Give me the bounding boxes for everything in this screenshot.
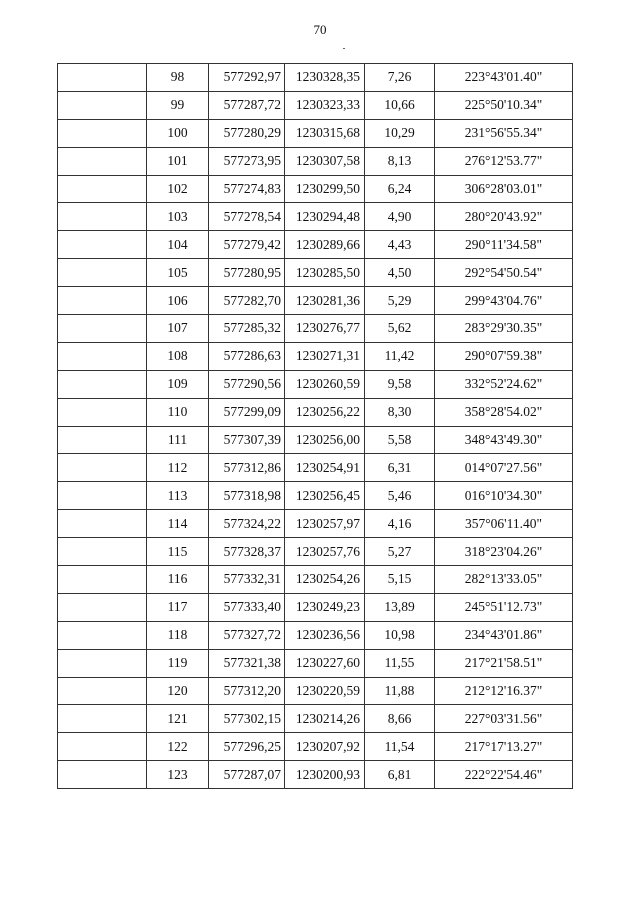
length-cell: 4,43 (365, 231, 435, 259)
point-number-cell: 100 (147, 119, 209, 147)
y-coordinate-cell: 1230323,33 (285, 91, 365, 119)
length-cell: 10,66 (365, 91, 435, 119)
angle-cell: 223°43'01.40" (435, 64, 573, 92)
y-coordinate-cell: 1230307,58 (285, 147, 365, 175)
empty-cell (58, 147, 147, 175)
point-number-cell: 108 (147, 342, 209, 370)
table-row (58, 175, 573, 203)
point-number-cell: 111 (147, 426, 209, 454)
y-coordinate-cell: 1230227,60 (285, 649, 365, 677)
length-cell: 6,81 (365, 761, 435, 789)
x-coordinate-cell: 577312,20 (209, 677, 285, 705)
length-cell: 8,66 (365, 705, 435, 733)
table-row (58, 231, 573, 259)
x-coordinate-cell: 577324,22 (209, 510, 285, 538)
y-coordinate-cell: 1230276,77 (285, 315, 365, 343)
x-coordinate-cell: 577299,09 (209, 398, 285, 426)
y-coordinate-cell: 1230257,76 (285, 538, 365, 566)
x-coordinate-cell: 577286,63 (209, 342, 285, 370)
empty-cell (58, 538, 147, 566)
x-coordinate-cell: 577285,32 (209, 315, 285, 343)
angle-cell: 222°22'54.46" (435, 761, 573, 789)
point-number-cell: 102 (147, 175, 209, 203)
point-number-cell: 115 (147, 538, 209, 566)
coordinates-table-body (58, 64, 573, 789)
empty-cell (58, 231, 147, 259)
x-coordinate-cell: 577312,86 (209, 454, 285, 482)
point-number-cell: 119 (147, 649, 209, 677)
point-number-cell: 98 (147, 64, 209, 92)
point-number-cell: 112 (147, 454, 209, 482)
y-coordinate-cell: 1230249,23 (285, 593, 365, 621)
empty-cell (58, 64, 147, 92)
empty-cell (58, 91, 147, 119)
angle-cell: 245°51'12.73" (435, 593, 573, 621)
angle-cell: 306°28'03.01" (435, 175, 573, 203)
x-coordinate-cell: 577327,72 (209, 621, 285, 649)
point-number-cell: 116 (147, 566, 209, 594)
y-coordinate-cell: 1230220,59 (285, 677, 365, 705)
length-cell: 11,54 (365, 733, 435, 761)
y-coordinate-cell: 1230260,59 (285, 370, 365, 398)
y-coordinate-cell: 1230256,22 (285, 398, 365, 426)
length-cell: 6,31 (365, 454, 435, 482)
point-number-cell: 109 (147, 370, 209, 398)
length-cell: 11,88 (365, 677, 435, 705)
empty-cell (58, 733, 147, 761)
empty-cell (58, 119, 147, 147)
length-cell: 4,90 (365, 203, 435, 231)
empty-cell (58, 287, 147, 315)
angle-cell: 332°52'24.62" (435, 370, 573, 398)
angle-cell: 276°12'53.77" (435, 147, 573, 175)
point-number-cell: 105 (147, 259, 209, 287)
angle-cell: 225°50'10.34" (435, 91, 573, 119)
empty-cell (58, 510, 147, 538)
table-row (58, 482, 573, 510)
y-coordinate-cell: 1230256,45 (285, 482, 365, 510)
angle-cell: 280°20'43.92" (435, 203, 573, 231)
length-cell: 8,13 (365, 147, 435, 175)
empty-cell (58, 482, 147, 510)
x-coordinate-cell: 577280,29 (209, 119, 285, 147)
length-cell: 10,98 (365, 621, 435, 649)
table-row (58, 342, 573, 370)
angle-cell: 292°54'50.54" (435, 259, 573, 287)
x-coordinate-cell: 577282,70 (209, 287, 285, 315)
angle-cell: 231°56'55.34" (435, 119, 573, 147)
point-number-cell: 117 (147, 593, 209, 621)
y-coordinate-cell: 1230214,26 (285, 705, 365, 733)
point-number-cell: 114 (147, 510, 209, 538)
length-cell: 5,46 (365, 482, 435, 510)
table-row (58, 538, 573, 566)
table-row (58, 621, 573, 649)
length-cell: 5,15 (365, 566, 435, 594)
empty-cell (58, 342, 147, 370)
length-cell: 6,24 (365, 175, 435, 203)
y-coordinate-cell: 1230315,68 (285, 119, 365, 147)
y-coordinate-cell: 1230256,00 (285, 426, 365, 454)
point-number-cell: 120 (147, 677, 209, 705)
empty-cell (58, 426, 147, 454)
empty-cell (58, 175, 147, 203)
angle-cell: 217°17'13.27" (435, 733, 573, 761)
length-cell: 5,27 (365, 538, 435, 566)
y-coordinate-cell: 1230285,50 (285, 259, 365, 287)
x-coordinate-cell: 577307,39 (209, 426, 285, 454)
y-coordinate-cell: 1230254,91 (285, 454, 365, 482)
empty-cell (58, 315, 147, 343)
angle-cell: 283°29'30.35" (435, 315, 573, 343)
empty-cell (58, 370, 147, 398)
scan-speck (343, 48, 345, 49)
table-row (58, 370, 573, 398)
length-cell: 5,58 (365, 426, 435, 454)
angle-cell: 357°06'11.40" (435, 510, 573, 538)
y-coordinate-cell: 1230200,93 (285, 761, 365, 789)
length-cell: 11,42 (365, 342, 435, 370)
x-coordinate-cell: 577318,98 (209, 482, 285, 510)
empty-cell (58, 566, 147, 594)
point-number-cell: 104 (147, 231, 209, 259)
angle-cell: 227°03'31.56" (435, 705, 573, 733)
table-row (58, 510, 573, 538)
point-number-cell: 122 (147, 733, 209, 761)
x-coordinate-cell: 577328,37 (209, 538, 285, 566)
y-coordinate-cell: 1230294,48 (285, 203, 365, 231)
angle-cell: 217°21'58.51" (435, 649, 573, 677)
y-coordinate-cell: 1230207,92 (285, 733, 365, 761)
point-number-cell: 106 (147, 287, 209, 315)
empty-cell (58, 259, 147, 287)
angle-cell: 290°11'34.58" (435, 231, 573, 259)
x-coordinate-cell: 577279,42 (209, 231, 285, 259)
length-cell: 10,29 (365, 119, 435, 147)
y-coordinate-cell: 1230271,31 (285, 342, 365, 370)
length-cell: 11,55 (365, 649, 435, 677)
point-number-cell: 107 (147, 315, 209, 343)
x-coordinate-cell: 577280,95 (209, 259, 285, 287)
x-coordinate-cell: 577290,56 (209, 370, 285, 398)
y-coordinate-cell: 1230328,35 (285, 64, 365, 92)
table-row (58, 649, 573, 677)
empty-cell (58, 621, 147, 649)
table-row (58, 398, 573, 426)
length-cell: 8,30 (365, 398, 435, 426)
angle-cell: 016°10'34.30" (435, 482, 573, 510)
table-row (58, 426, 573, 454)
empty-cell (58, 649, 147, 677)
point-number-cell: 113 (147, 482, 209, 510)
table-row (58, 147, 573, 175)
angle-cell: 358°28'54.02" (435, 398, 573, 426)
table-row (58, 566, 573, 594)
y-coordinate-cell: 1230299,50 (285, 175, 365, 203)
x-coordinate-cell: 577296,25 (209, 733, 285, 761)
x-coordinate-cell: 577321,38 (209, 649, 285, 677)
x-coordinate-cell: 577278,54 (209, 203, 285, 231)
point-number-cell: 110 (147, 398, 209, 426)
table-row (58, 119, 573, 147)
table-row (58, 733, 573, 761)
x-coordinate-cell: 577274,83 (209, 175, 285, 203)
x-coordinate-cell: 577287,72 (209, 91, 285, 119)
point-number-cell: 123 (147, 761, 209, 789)
length-cell: 5,29 (365, 287, 435, 315)
x-coordinate-cell: 577273,95 (209, 147, 285, 175)
x-coordinate-cell: 577287,07 (209, 761, 285, 789)
angle-cell: 290°07'59.38" (435, 342, 573, 370)
table-row (58, 677, 573, 705)
table-row (58, 761, 573, 789)
angle-cell: 234°43'01.86" (435, 621, 573, 649)
point-number-cell: 121 (147, 705, 209, 733)
length-cell: 5,62 (365, 315, 435, 343)
length-cell: 13,89 (365, 593, 435, 621)
table-row (58, 593, 573, 621)
empty-cell (58, 593, 147, 621)
empty-cell (58, 705, 147, 733)
coordinates-table (57, 63, 573, 789)
y-coordinate-cell: 1230254,26 (285, 566, 365, 594)
angle-cell: 318°23'04.26" (435, 538, 573, 566)
point-number-cell: 101 (147, 147, 209, 175)
length-cell: 7,26 (365, 64, 435, 92)
table-row (58, 259, 573, 287)
empty-cell (58, 398, 147, 426)
angle-cell: 014°07'27.56" (435, 454, 573, 482)
table-row (58, 705, 573, 733)
y-coordinate-cell: 1230236,56 (285, 621, 365, 649)
empty-cell (58, 677, 147, 705)
y-coordinate-cell: 1230281,36 (285, 287, 365, 315)
empty-cell (58, 454, 147, 482)
angle-cell: 212°12'16.37" (435, 677, 573, 705)
table-row (58, 91, 573, 119)
angle-cell: 299°43'04.76" (435, 287, 573, 315)
point-number-cell: 103 (147, 203, 209, 231)
page-number: 70 (313, 22, 327, 37)
x-coordinate-cell: 577333,40 (209, 593, 285, 621)
x-coordinate-cell: 577292,97 (209, 64, 285, 92)
length-cell: 4,16 (365, 510, 435, 538)
table-row (58, 287, 573, 315)
point-number-cell: 118 (147, 621, 209, 649)
x-coordinate-cell: 577302,15 (209, 705, 285, 733)
table-row (58, 454, 573, 482)
table-row (58, 315, 573, 343)
point-number-cell: 99 (147, 91, 209, 119)
angle-cell: 282°13'33.05" (435, 566, 573, 594)
y-coordinate-cell: 1230289,66 (285, 231, 365, 259)
table-row (58, 203, 573, 231)
x-coordinate-cell: 577332,31 (209, 566, 285, 594)
empty-cell (58, 203, 147, 231)
length-cell: 4,50 (365, 259, 435, 287)
length-cell: 9,58 (365, 370, 435, 398)
angle-cell: 348°43'49.30" (435, 426, 573, 454)
table-row (58, 64, 573, 92)
empty-cell (58, 761, 147, 789)
y-coordinate-cell: 1230257,97 (285, 510, 365, 538)
